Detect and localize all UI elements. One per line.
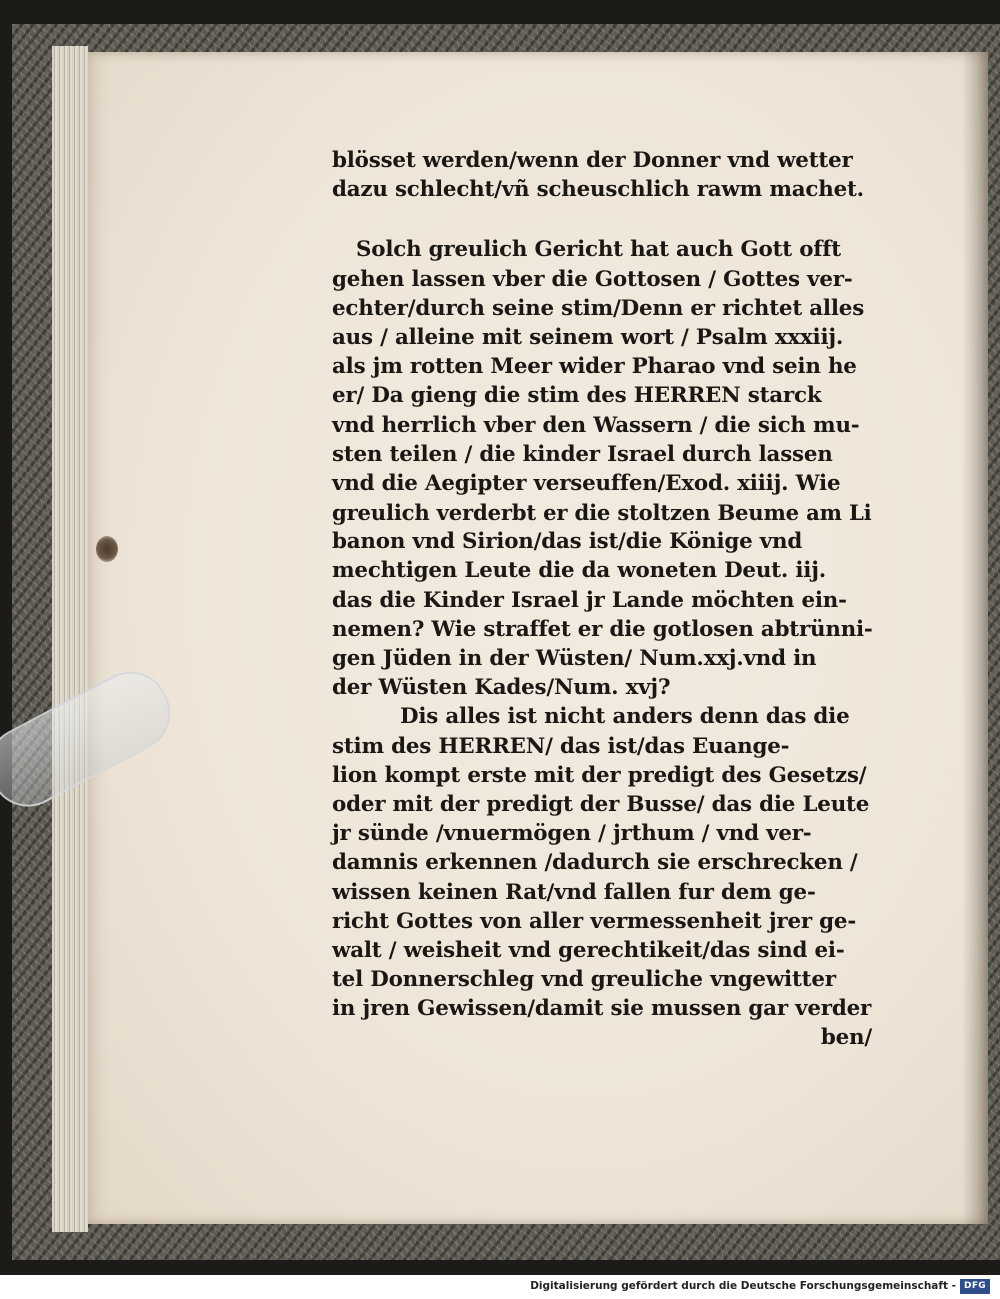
- footer-bar: [0, 1275, 1000, 1299]
- text-line: tel Donnerschleg vnd greuliche vngewitter: [332, 967, 836, 993]
- text-line: mechtigen Leute die da woneten Deut. iij.: [332, 558, 826, 584]
- text-line: jr sünde /vnuermögen / jrthum / vnd ver-: [332, 821, 812, 847]
- text-line: als jm rotten Meer wider Pharao vnd sein he: [332, 354, 857, 380]
- text-line: gen Jüden in der Wüsten/ Num.xxj.vnd in: [332, 646, 817, 671]
- ink-stain: [96, 536, 118, 562]
- page-text: [332, 146, 872, 1053]
- text-line: oder mit der predigt der Busse/ das die Leute: [332, 791, 870, 817]
- text-line: wissen keinen Rat/vnd fallen fur dem ge-: [332, 879, 816, 905]
- text-line-catchword: ben/: [820, 1025, 872, 1051]
- text-line: richt Gottes von aller vermessenheit jrer ge-: [332, 908, 857, 934]
- text-line: banon vnd Sirion/das ist/die Könige vnd: [332, 529, 803, 555]
- text-line: vnd herrlich vber den Wassern / die sich mu-: [332, 412, 860, 438]
- text-line: lion kompt erste mit der predigt des Gesetzs/: [332, 762, 867, 788]
- text-line: Dis alles ist nicht anders denn das die: [400, 704, 850, 730]
- text-line: stim des HERREN/ das ist/das Euange-: [332, 733, 790, 759]
- text-line: gehen lassen vber die Gottosen / Gottes ver-: [332, 266, 853, 292]
- gutter-shadow: [962, 52, 988, 1224]
- page-edges: [52, 46, 88, 1232]
- text-line: in jren Gewissen/damit sie mussen gar verder: [332, 996, 872, 1022]
- text-line: blösset werden/wenn der Donner vnd wetter: [332, 148, 853, 173]
- text-line: nemen? Wie straffet er die gotlosen abtrünni-: [332, 616, 873, 642]
- text-line: echter/durch seine stim/Denn er richtet alles: [332, 295, 865, 321]
- text-line: damnis erkennen /dadurch sie erschrecken /: [332, 850, 858, 876]
- text-line: er/ Da gieng die stim des HERREN starck: [332, 383, 822, 409]
- text-line: dazu schlecht/vñ scheuschlich rawm machet.: [332, 177, 864, 203]
- text-line: greulich verderbt er die stoltzen Beume am Li: [332, 500, 872, 526]
- text-line: Solch greulich Gericht hat auch Gott offt: [356, 237, 841, 263]
- dfg-logo: DFG: [960, 1279, 990, 1294]
- funding-credit: Digitalisierung gefördert durch die Deutsche Forschungsgemeinschaft -: [530, 1280, 956, 1292]
- text-line: vnd die Aegipter verseuffen/Exod. xiiij. Wie: [332, 470, 841, 496]
- text-line: aus / alleine mit seinem wort / Psalm xxxiij.: [332, 324, 844, 350]
- text-line: der Wüsten Kades/Num. xvj?: [332, 675, 671, 701]
- text-line: walt / weisheit vnd gerechtikeit/das sind ei-: [332, 937, 845, 963]
- text-line: das die Kinder Israel jr Lande möchten ein-: [332, 587, 847, 613]
- text-line: sten teilen / die kinder Israel durch lassen: [332, 441, 833, 467]
